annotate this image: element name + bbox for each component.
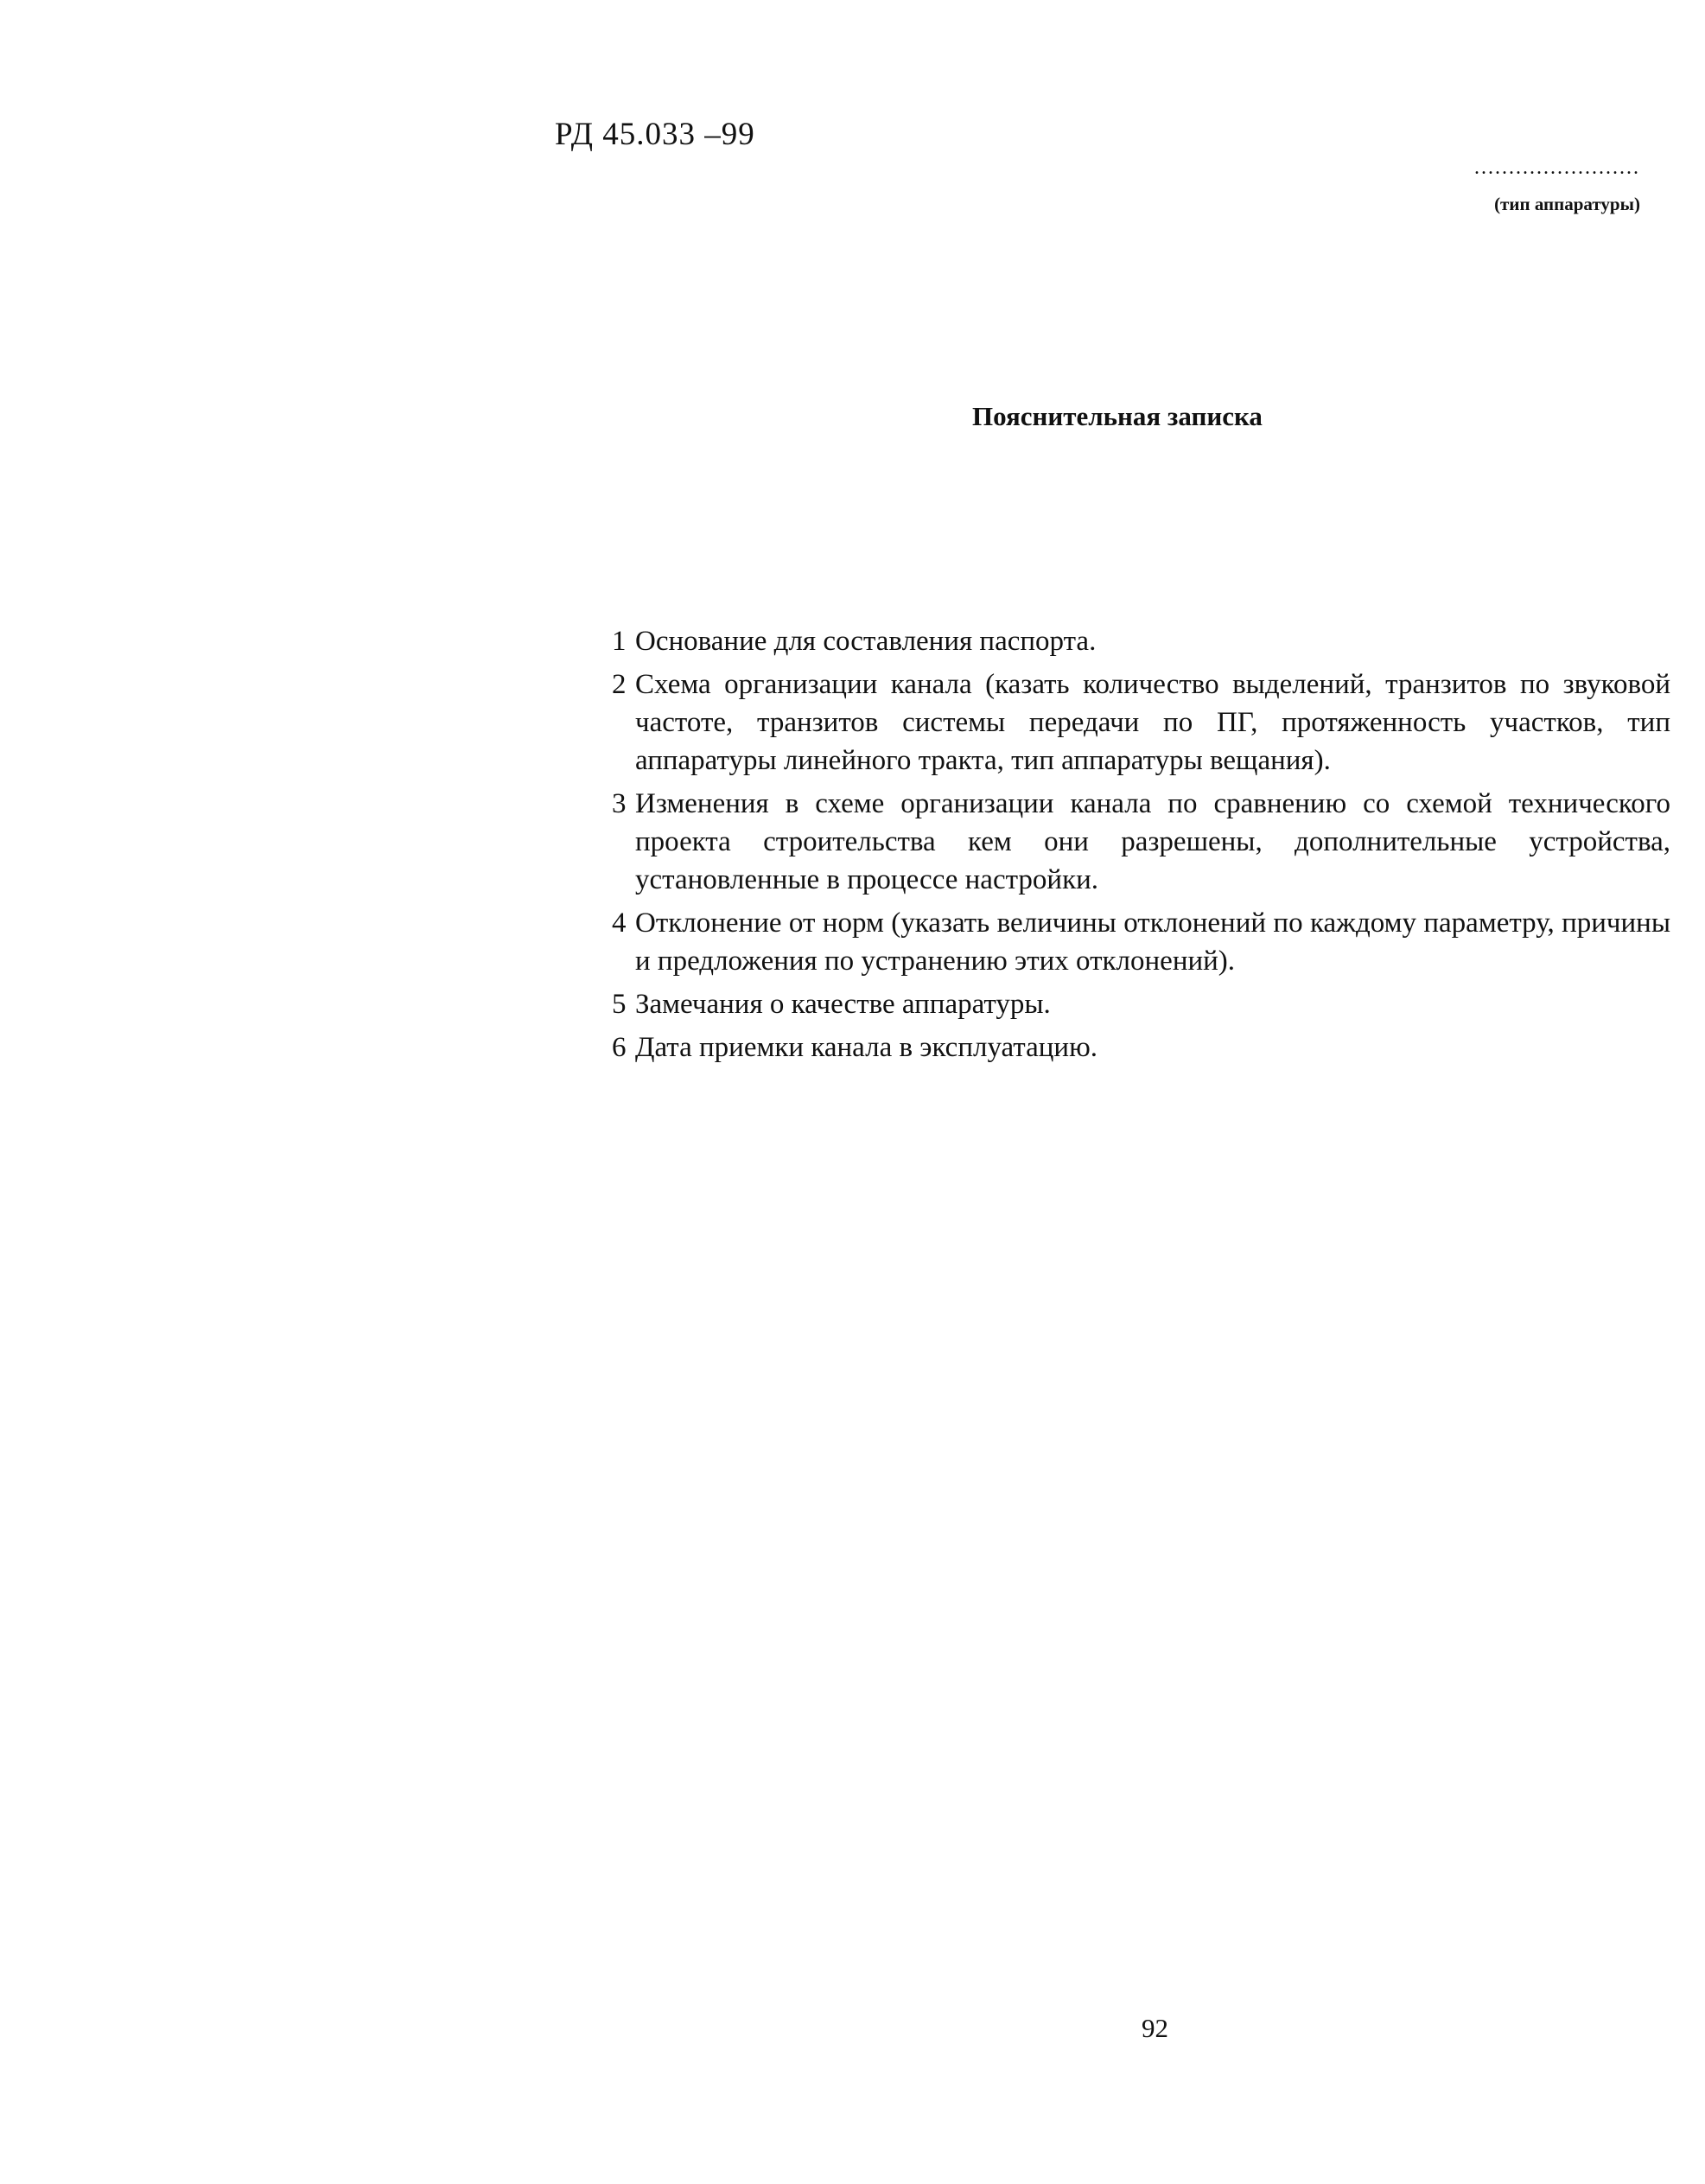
list-item [612, 622, 1670, 660]
item-number: 2 [612, 669, 627, 700]
equipment-type-dotted-line: ........................ [1474, 156, 1640, 179]
item-number: 3 [612, 788, 627, 819]
item-number: 1 [612, 626, 627, 657]
page-title: Пояснительная записка [972, 401, 1263, 431]
equipment-type-caption: (тип аппаратуры) [1494, 194, 1640, 214]
note-items-list [612, 622, 1670, 1072]
item-number: 5 [612, 989, 627, 1020]
document-code: РД 45.033 –99 [555, 117, 755, 152]
item-number: 6 [612, 1032, 627, 1063]
list-item [612, 665, 1670, 780]
item-text: Основание для составления паспорта. [635, 626, 1097, 657]
item-number: 4 [612, 907, 627, 939]
list-item [612, 985, 1670, 1023]
item-text: Дата приемки канала в эксплуатацию. [635, 1032, 1097, 1063]
list-item [612, 1028, 1670, 1067]
equipment-type-field [1450, 157, 1640, 215]
list-item [612, 904, 1670, 980]
page-number: 92 [1142, 2013, 1168, 2043]
item-text: Схема организации канала (казать количество выделений, транзитов по звуковой частоте, транзитов системы передачи по ПГ, протяженность участков, тип аппаратуры линейного тракта, тип аппаратуры вещания). [635, 669, 1670, 776]
item-text: Изменения в схеме организации канала по сравнению со схемой технического проекта строительства кем они разрешены, дополнительные устройства, установленные в процессе настройки. [635, 788, 1670, 895]
list-item [612, 785, 1670, 899]
item-text: Отклонение от норм (указать величины отклонений по каждому параметру, причины и предложения по устранению этих отклонений). [635, 907, 1670, 977]
item-text: Замечания о качестве аппаратуры. [635, 989, 1051, 1020]
